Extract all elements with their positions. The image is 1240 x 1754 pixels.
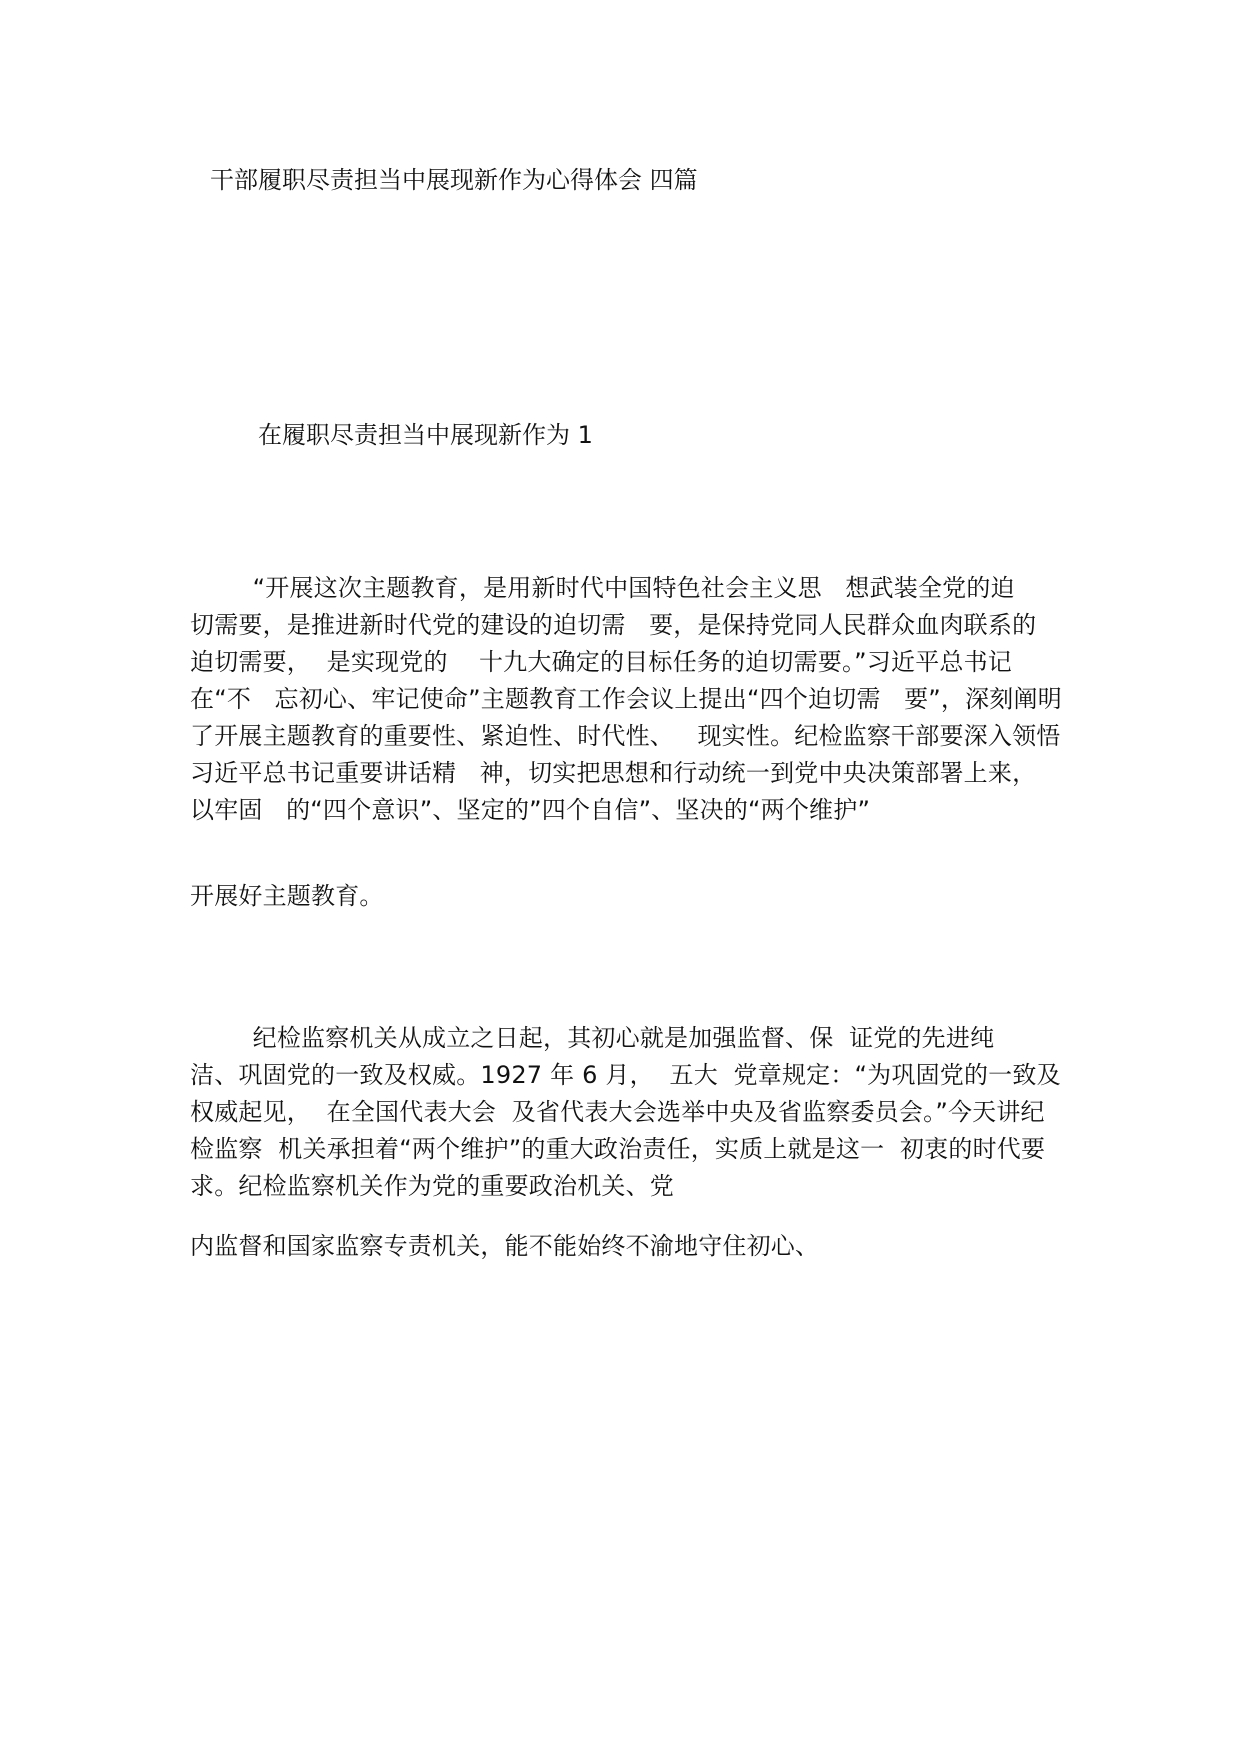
paragraph-1: [190, 570, 1070, 829]
paragraph-2-line: 求。纪检监察机关作为党的重要政治机关、党: [190, 1172, 674, 1200]
paragraph-1-tail: [190, 878, 1070, 915]
document-title: 干部履职尽责担当中展现新作为心得体会 四篇: [210, 166, 698, 194]
paragraph-1-tail-line: 开展好主题教育。: [190, 882, 384, 910]
paragraph-2-line: 权威起见， 在全国代表大会 及省代表大会选举中央及省监察委员会。”今天讲纪: [190, 1098, 1045, 1126]
paragraph-2-tail: [190, 1228, 1070, 1265]
paragraph-2-tail-line: 内监督和国家监察专责机关，能不能始终不渝地守住初心、: [190, 1232, 820, 1260]
paragraph-1-line: “开展这次主题教育，是用新时代中国特色社会主义思 想武装全党的迫: [190, 574, 1015, 602]
paragraph-1-line: 了开展主题教育的重要性、紧迫性、时代性、 现实性。纪检监察干部要深入领悟: [190, 722, 1061, 750]
section-heading: 在履职尽责担当中展现新作为 1: [258, 421, 593, 449]
paragraph-1-line: 习近平总书记重要讲话精 神，切实把思想和行动统一到党中央决策部署上来，: [190, 759, 1037, 787]
paragraph-1-line: 切需要，是推进新时代党的建设的迫切需 要，是保持党同人民群众血肉联系的: [190, 611, 1037, 639]
paragraph-2: [190, 1020, 1070, 1205]
paragraph-1-line: 在“不 忘初心、牢记使命”主题教育工作会议上提出“四个迫切需 要”，深刻阐明: [190, 685, 1062, 713]
paragraph-1-line: 以牢固 的“四个意识”、坚定的”四个自信”、坚决的“两个维护”: [190, 796, 871, 824]
paragraph-2-line: 洁、巩固党的一致及权威。1927 年 6 月， 五大 党章规定：“为巩固党的一致及: [190, 1061, 1061, 1089]
paragraph-1-line: 迫切需要， 是实现党的 十九大确定的目标任务的迫切需要。”习近平总书记: [190, 648, 1013, 676]
paragraph-2-line: 检监察 机关承担着“两个维护”的重大政治责任，实质上就是这一 初衷的时代要: [190, 1135, 1046, 1163]
paragraph-2-line: 纪检监察机关从成立之日起，其初心就是加强监督、保 证党的先进纯: [190, 1024, 995, 1052]
